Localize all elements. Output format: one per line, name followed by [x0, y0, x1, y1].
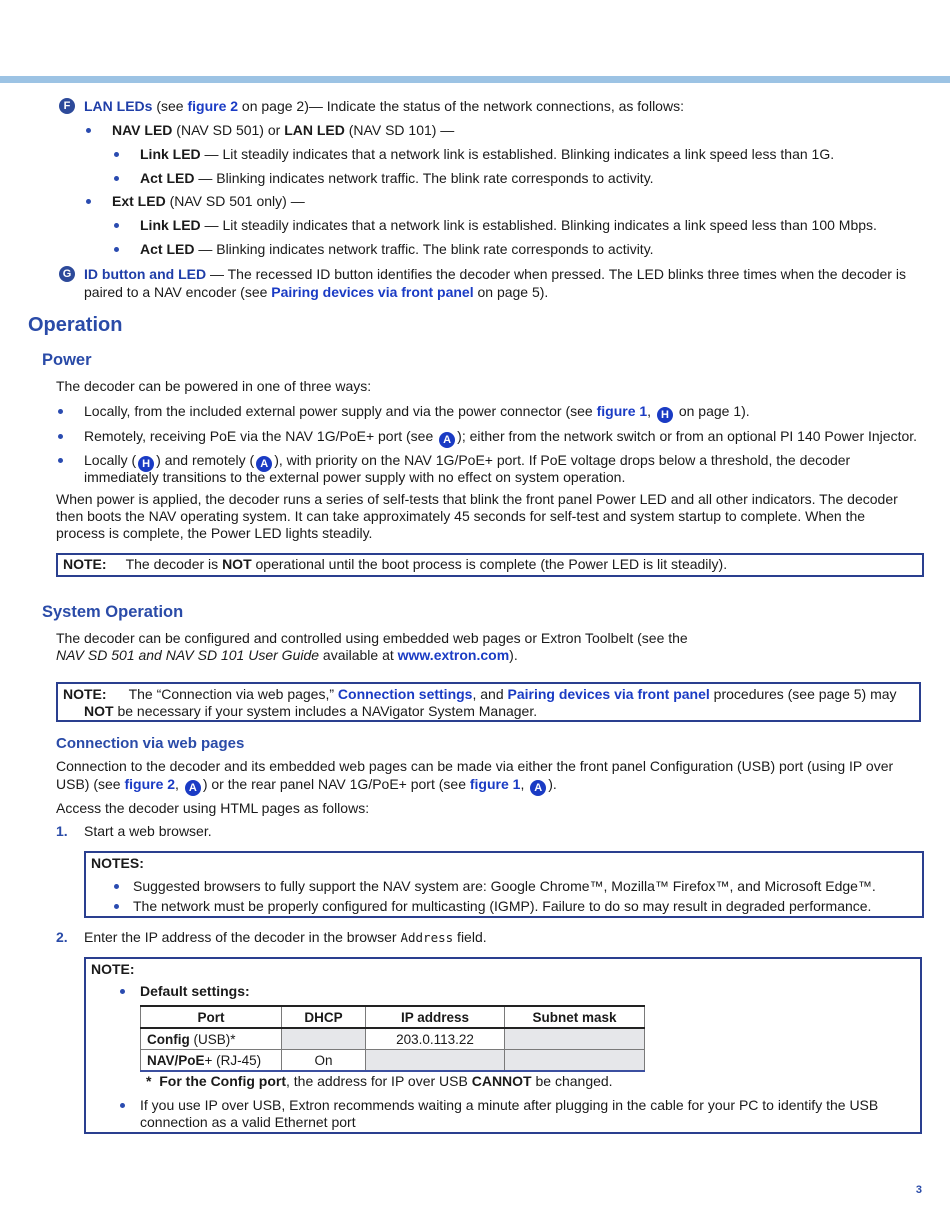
bullet [120, 989, 125, 994]
system-note-bold: NOT [84, 703, 114, 719]
table-header-row [141, 1006, 645, 1028]
lan-see-post: on page 2)— Indicate the status of the network connections, as follows: [238, 98, 684, 114]
notes-multicast: The network must be properly configured for multicasting (IGMP). Failure to do so may result in degraded performance. [133, 898, 872, 914]
ext-link-led-line [140, 217, 877, 234]
system-operation-heading: System Operation [42, 603, 184, 621]
pairing-devices-link[interactable]: Pairing devices via front panel [507, 686, 710, 702]
port-name: NAV/PoE [147, 1052, 205, 1068]
table-header: Subnet mask [505, 1006, 645, 1028]
id-button-text: — The recessed ID button identifies the decoder when pressed. The LED blinks three times when the decoder is [206, 266, 906, 282]
id-button-line-2 [84, 284, 548, 301]
nav-link-led-line [140, 146, 834, 163]
header-rule [0, 76, 950, 83]
callout-a-icon: A [530, 780, 546, 796]
power-para-3: process is complete, the Power LED lights steadily. [56, 525, 373, 541]
note-label: NOTE: [91, 961, 135, 977]
figure-1-link[interactable]: figure 1 [596, 403, 648, 419]
id-button-text2-pre: paired to a NAV encoder (see [84, 284, 272, 300]
id-button-text2-post: on page 5). [473, 284, 549, 300]
figure-2-link[interactable]: figure 2 [187, 98, 239, 114]
note-label: NOTE: [63, 556, 107, 572]
bullet [114, 176, 119, 181]
port-name: Config [147, 1031, 190, 1047]
address-field-name: Address [400, 930, 454, 945]
figure-2-link[interactable]: figure 2 [124, 776, 176, 792]
link-led-label: Link LED [140, 217, 201, 233]
usb-note-line-1: If you use IP over USB, Extron recommends waiting a minute after plugging in the cable for your PC to identify the USB [140, 1097, 879, 1113]
power-b1-sep: , [647, 403, 655, 419]
id-button-line [84, 266, 906, 283]
bullet [86, 128, 91, 133]
callout-a-icon: A [185, 780, 201, 796]
callout-h-icon: H [138, 456, 154, 472]
nav-led-line [112, 122, 454, 139]
system-op-post: ). [509, 647, 518, 663]
table-cell-port [141, 1028, 282, 1050]
footnote-cannot: CANNOT [471, 1073, 532, 1089]
table-footnote [146, 1073, 613, 1090]
lan-led-label: LAN LED [284, 122, 345, 138]
bullet [114, 152, 119, 157]
footnote-bold: For the Config port [159, 1073, 286, 1089]
ext-act-led-line [140, 241, 654, 258]
conn-sep: , [175, 776, 183, 792]
step2-post: field. [453, 929, 487, 945]
callout-f-icon: F [59, 98, 75, 114]
connection-settings-link[interactable]: Connection settings [337, 686, 473, 702]
lan-leds-line [84, 98, 684, 115]
notes-browsers: Suggested browsers to fully support the NAV system are: Google Chrome™, Mozilla™ Firefox™, and Microsoft Edge™. [133, 878, 876, 894]
link-led-text: — Lit steadily indicates that a network link is established. Blinking indicates a link speed less than 100 Mbps. [200, 217, 877, 233]
figure-1-link[interactable]: figure 1 [469, 776, 521, 792]
user-guide-title: NAV SD 501 and NAV SD 101 User Guide [56, 647, 320, 663]
table-row [141, 1050, 645, 1072]
bullet [114, 904, 119, 909]
footnote-mid: , the address for IP over USB [286, 1073, 472, 1089]
bullet [114, 247, 119, 252]
port-detail: (USB)* [189, 1031, 236, 1047]
step-2-text [84, 929, 487, 946]
table-cell-dhcp: On [282, 1050, 366, 1072]
table-header: DHCP [282, 1006, 366, 1028]
table-cell-empty [366, 1050, 505, 1072]
power-b2-post: ); either from the network switch or from an optional PI 140 Power Injector. [457, 428, 918, 444]
conn-line2-mid: ) or the rear panel NAV 1G/PoE+ port (see [202, 776, 470, 792]
act-led-text: — Blinking indicates network traffic. The blink rate corresponds to activity. [194, 170, 654, 186]
footnote-star: * [146, 1073, 152, 1089]
power-b3-pre: Locally ( [84, 452, 137, 468]
link-led-label: Link LED [140, 146, 201, 162]
bullet [58, 458, 63, 463]
power-para-1: When power is applied, the decoder runs a series of self-tests that blink the front panel Power LED and all other indicators. The decoder [56, 491, 898, 507]
default-settings-table [140, 1005, 645, 1072]
power-note-post: operational until the boot process is complete (the Power LED is lit steadily). [251, 556, 728, 572]
system-note-line-1 [63, 686, 897, 703]
table-cell-port [141, 1050, 282, 1072]
system-note-post: procedures (see page 5) may [709, 686, 897, 702]
ext-led-line [112, 193, 305, 210]
page-number: 3 [915, 1184, 922, 1196]
bullet [58, 409, 63, 414]
nav-act-led-line [140, 170, 654, 187]
power-b3-mid: ) and remotely ( [156, 452, 255, 468]
power-b1-pre: Locally, from the included external power supply and via the power connector (see [84, 403, 597, 419]
power-para-2: then boots the NAV operating system. It can take approximately 45 seconds for self-test and system startup to complete. When the [56, 508, 866, 524]
power-note [63, 556, 727, 573]
conn-line2-post: ). [548, 776, 557, 792]
power-bullet-3-line-2: immediately transitions to the external power supply with no effect on system operation. [84, 469, 626, 485]
id-button-title: ID button and LED [84, 266, 207, 282]
system-operation-line-1: The decoder can be configured and controlled using embedded web pages or Extron Toolbelt (see the [56, 630, 688, 646]
table-header: IP address [366, 1006, 505, 1028]
table-cell-empty [282, 1028, 366, 1050]
conn-sep: , [520, 776, 529, 792]
callout-a-icon: A [439, 432, 455, 448]
pairing-devices-link[interactable]: Pairing devices via front panel [271, 284, 474, 300]
callout-h-icon: H [657, 407, 673, 423]
connection-line-2 [56, 776, 557, 796]
notes-label: NOTES: [91, 855, 144, 871]
table-row [141, 1028, 645, 1050]
system-operation-line-2 [56, 647, 518, 664]
default-settings-label: Default settings: [140, 983, 250, 999]
ext-led-label: Ext LED [112, 193, 166, 209]
power-bullet-2 [84, 428, 917, 448]
conn-line2-pre: USB) (see [56, 776, 125, 792]
extron-website-link[interactable]: www.extron.com [397, 647, 510, 663]
nav-led-mid: (NAV SD 501) or [172, 122, 285, 138]
power-intro: The decoder can be powered in one of three ways: [56, 378, 372, 394]
bullet [120, 1103, 125, 1108]
table-cell-empty [505, 1028, 645, 1050]
step2-pre: Enter the IP address of the decoder in the browser [84, 929, 401, 945]
bullet [86, 199, 91, 204]
system-note-line-2 [84, 703, 537, 720]
system-note-line2-text: be necessary if your system includes a NAVigator System Manager. [113, 703, 538, 719]
power-b2-pre: Remotely, receiving PoE via the NAV 1G/PoE+ port (see [84, 428, 438, 444]
callout-a-icon: A [256, 456, 272, 472]
usb-note-line-2: connection as a valid Ethernet port [140, 1114, 356, 1130]
power-heading: Power [42, 351, 92, 369]
power-note-pre: The decoder is [125, 556, 223, 572]
power-note-bold: NOT [222, 556, 252, 572]
footnote-post: be changed. [531, 1073, 613, 1089]
port-detail: + (RJ-45) [204, 1052, 262, 1068]
act-led-label: Act LED [140, 170, 195, 186]
act-led-text: — Blinking indicates network traffic. The blink rate corresponds to activity. [194, 241, 654, 257]
power-b1-post: on page 1). [674, 403, 750, 419]
connection-heading: Connection via web pages [56, 735, 245, 752]
nav-led-label: NAV LED [112, 122, 173, 138]
ext-led-post: (NAV SD 501 only) — [165, 193, 305, 209]
step-1-text: Start a web browser. [84, 823, 212, 839]
access-line: Access the decoder using HTML pages as follows: [56, 800, 370, 816]
table-cell-ip: 203.0.113.22 [366, 1028, 505, 1050]
table-cell-empty [505, 1050, 645, 1072]
lan-see-pre: (see [152, 98, 188, 114]
note-label: NOTE: [63, 686, 107, 702]
act-led-label: Act LED [140, 241, 195, 257]
system-op-mid: available at [319, 647, 398, 663]
step-2-number: 2. [56, 929, 68, 945]
system-note-mid: , and [472, 686, 508, 702]
callout-g-icon: G [59, 266, 75, 282]
bullet [114, 223, 119, 228]
operation-heading: Operation [28, 314, 123, 336]
nav-led-post: (NAV SD 101) — [344, 122, 455, 138]
lan-leds-title: LAN LEDs [84, 98, 153, 114]
system-note-pre: The “Connection via web pages,” [128, 686, 338, 702]
connection-line-1: Connection to the decoder and its embedded web pages can be made via either the front panel Configuration (USB) port (using IP over [56, 758, 894, 774]
power-b3-post: ), with priority on the NAV 1G/PoE+ port. If PoE voltage drops below a threshold, the decoder [274, 452, 851, 468]
step-1-number: 1. [56, 823, 68, 839]
power-bullet-1 [84, 403, 750, 423]
bullet [114, 884, 119, 889]
link-led-text: — Lit steadily indicates that a network link is established. Blinking indicates a link speed less than 1G. [200, 146, 835, 162]
bullet [58, 434, 63, 439]
table-header: Port [141, 1006, 282, 1028]
